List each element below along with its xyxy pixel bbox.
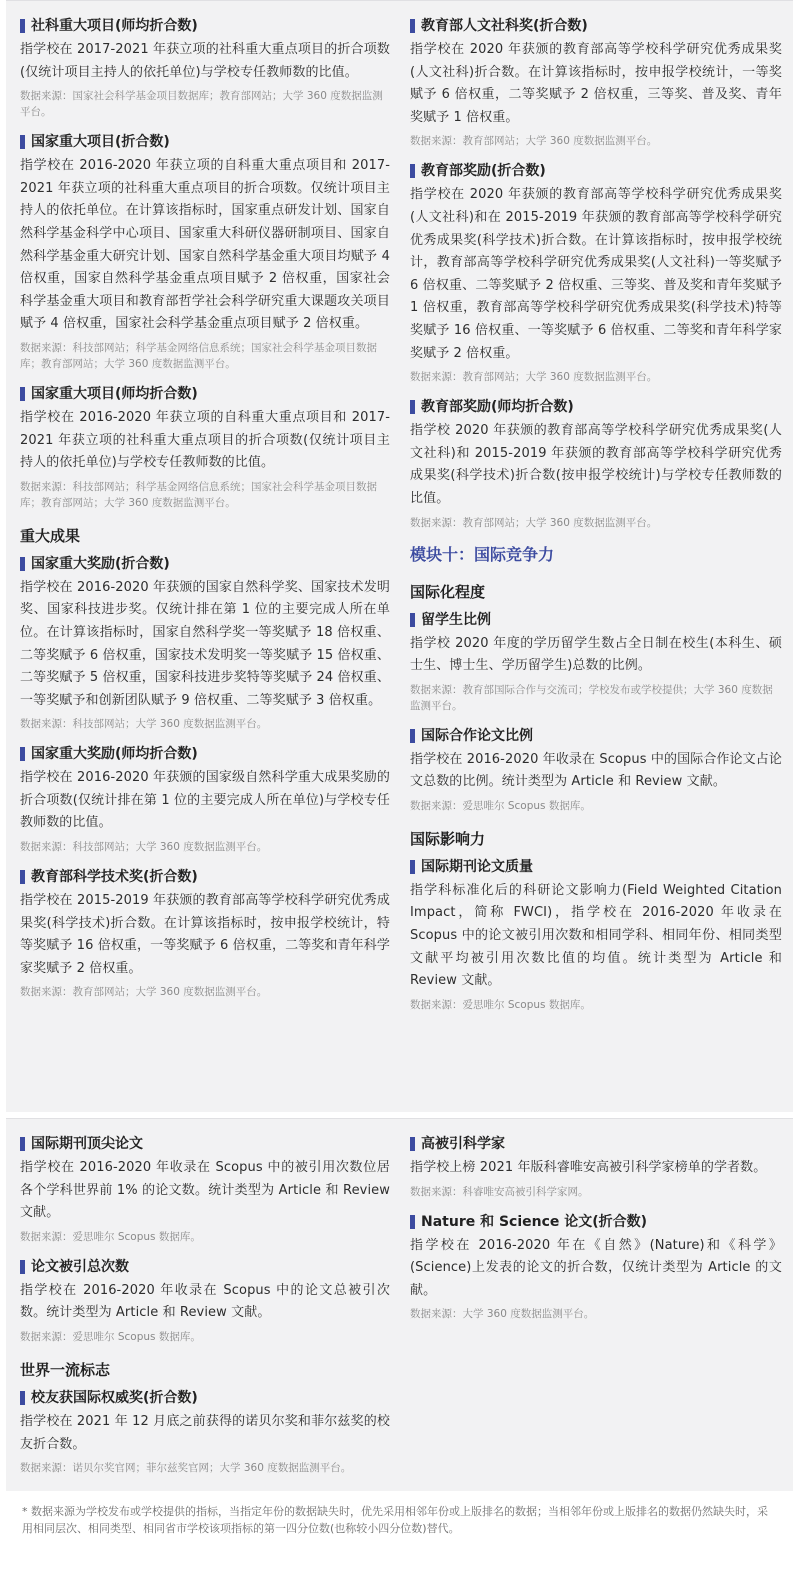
indicator-item — [410, 1211, 782, 1323]
indicator-item — [20, 131, 390, 372]
data-source: 数据来源：大学 360 度数据监测平台。 — [410, 1308, 595, 1321]
bookmark-bar-icon — [20, 1391, 25, 1405]
section-subheading: 国际影响力 — [410, 829, 486, 848]
indicator-title — [410, 725, 782, 747]
indicator-title-text: 教育部人文社科奖(折合数) — [421, 18, 588, 34]
right-column — [410, 1133, 782, 1333]
bookmark-bar-icon — [20, 1137, 25, 1151]
section-subheading: 重大成果 — [20, 526, 81, 545]
data-source: 数据来源：爱思唯尔 Scopus 数据库。 — [410, 799, 591, 812]
indicator-title — [410, 1211, 782, 1233]
indicator-description: 指学校上榜 2021 年版科睿唯安高被引科学家榜单的学者数。 — [410, 1160, 767, 1175]
data-source: 数据来源：爱思唯尔 Scopus 数据库。 — [20, 1230, 201, 1243]
data-source: 数据来源：教育部网站；大学 360 度数据监测平台。 — [410, 516, 658, 529]
indicator-item — [20, 553, 390, 733]
indicator-description: 指学校在 2020 年获颁的教育部高等学校科学研究优秀成果奖(人文社科)折合数。在计算该指标时，按申报学校统计，一等奖赋予 6 倍权重，二等奖赋予 2 倍权重，三等奖、普及奖、青年奖赋予 1 倍权重。 — [410, 42, 782, 125]
indicator-description: 指学校在 2017-2021 年获立项的社科重大重点项目的折合项数(仅统计项目主持人的依托单位)与学校专任教师数的比值。 — [20, 42, 390, 80]
indicator-description: 指学校在 2016-2020 年获立项的自科重大重点项目和 2017-2021 年获立项的社科重大重点项目的折合项数。仅统计项目主持人的依托单位。在计算该指标时，国家重点研发计划、国家自然科学基金科学中心项目、国家重大科研仪器研制项目、国家自然科学基金重大研究计划、国家自然科学基金重大项目均赋予 4 倍权重，国家自然科学基金重点项目赋予 2 倍权重，国家社会科学基金重大项目和教育部哲学社会科学研究重大课题攻关项目赋予 4 倍权重，国家社会科学基金重点项目赋予 2 倍权重。 — [20, 158, 390, 332]
indicator-title — [20, 1387, 390, 1409]
indicator-title-text: 国家重大项目(折合数) — [31, 134, 170, 151]
data-source: 数据来源：科睿唯安高被引科学家网。 — [410, 1185, 589, 1198]
indicator-title-text: 社科重大项目(师均折合数) — [31, 18, 198, 34]
indicator-title — [20, 1133, 390, 1155]
data-source: 数据来源：教育部网站；大学 360 度数据监测平台。 — [410, 371, 658, 384]
indicator-description: 指学校在 2016-2020 年在《自然》(Nature)和《科学》(Science)上发表的论文的折合数，仅统计类型为 Article 的文献。 — [410, 1237, 782, 1298]
bookmark-bar-icon — [410, 1215, 415, 1229]
indicator-title-text: Nature 和 Science 论文(折合数) — [421, 1213, 648, 1230]
indicator-description: 指学校在 2020 年获颁的教育部高等学校科学研究优秀成果奖(人文社科)和在 2015-2019 年获颁的教育部高等学校科学研究优秀成果奖(科学技术)折合数。在计算该指标时，按申报学校统计，教育部高等学校科学研究优秀成果奖(人文社科)一等奖赋予 6 倍权重、二等奖赋予 2 倍权重、三等奖、普及奖和青年奖赋予 1 倍权重，教育部高等学校科学研究优秀成果奖(科学技术)特等奖赋予 16 倍权重、一等奖赋予 6 倍权重、二等奖和青年科学家奖赋予 2 倍权重。 — [410, 187, 782, 361]
indicator-title — [20, 383, 390, 405]
bookmark-bar-icon — [410, 613, 415, 627]
indicator-description: 指学校 2020 年度的学历留学生数占全日制在校生(本科生、硕士生、博士生、学历留学生)总数的比例。 — [410, 635, 782, 674]
indicator-title-text: 教育部奖励(师均折合数) — [421, 399, 574, 416]
indicator-description: 指学校在 2016-2020 年获颁的国家级自然科学重大成果奖励的折合项数(仅统计排在第 1 位的主要完成人所在单位)与学校专任教师数的比值。 — [20, 770, 390, 831]
indicator-item — [410, 856, 782, 1013]
indicator-item — [20, 383, 390, 511]
indicator-title — [20, 15, 390, 37]
data-source: 数据来源：教育部国际合作与交流司；学校发布或学校提供；大学 360 度数据监测平台。 — [410, 683, 773, 712]
indicator-item — [20, 866, 390, 1000]
indicator-description: 指学校在 2016-2020 年收录在 Scopus 中的国际合作论文占论文总数的比例。统计类型为 Article 和 Review 文献。 — [410, 751, 782, 790]
indicator-description: 指学校在 2015-2019 年获颁的教育部高等学校科学研究优秀成果奖(科学技术)折合数。在计算该指标时，按申报学校统计，特等奖赋予 16 倍权重，一等奖赋予 6 倍权重，二等奖和青年科学家奖赋予 2 倍权重。 — [20, 893, 390, 976]
indicator-panel-main — [6, 0, 793, 1112]
indicator-description: 指学校在 2021 年 12 月底之前获得的诺贝尔奖和菲尔兹奖的校友折合数。 — [20, 1413, 390, 1452]
data-source: 数据来源：国家社会科学基金项目数据库；教育部网站；大学 360 度数据监测平台。 — [20, 90, 383, 119]
indicator-description: 指学校在 2016-2020 年获立项的自科重大重点项目和 2017-2021 年获立项的社科重大重点项目的折合项数(仅统计项目主持人的依托单位)与学校专任教师数的比值。 — [20, 409, 390, 471]
indicator-title — [20, 1256, 390, 1278]
indicator-title-text: 国际期刊顶尖论文 — [31, 1136, 143, 1152]
section-subheading: 国际化程度 — [410, 582, 486, 601]
indicator-title-text: 国际合作论文比例 — [421, 727, 533, 744]
indicator-title — [20, 131, 390, 153]
indicator-title-text: 高被引科学家 — [421, 1136, 505, 1152]
indicator-item — [20, 743, 390, 855]
indicator-description: 指学校 2020 年获颁的教育部高等学校科学研究优秀成果奖(人文社科)和 2015-2019 年获颁的教育部高等学校科学研究优秀成果奖(科学技术)折合数(按申报学校统计)与学校专任教师数的比值。 — [410, 423, 782, 506]
bookmark-bar-icon — [20, 19, 25, 33]
indicator-title-text: 教育部奖励(折合数) — [421, 163, 546, 180]
data-source: 数据来源：科技部网站；科学基金网络信息系统；国家社会科学基金项目数据库；教育部网站；大学 360 度数据监测平台。 — [20, 480, 377, 509]
indicator-title-text: 国际期刊论文质量 — [421, 858, 533, 875]
bookmark-bar-icon — [410, 400, 415, 414]
indicator-item — [20, 1133, 390, 1245]
bookmark-bar-icon — [20, 387, 25, 401]
indicator-description: 指学校在 2016-2020 年收录在 Scopus 中的论文总被引次数。统计类型为 Article 和 Review 文献。 — [20, 1282, 390, 1321]
indicator-title-text: 国家重大项目(师均折合数) — [31, 385, 198, 402]
indicator-panel-secondary — [6, 1118, 793, 1491]
indicator-item — [20, 15, 390, 120]
indicator-item — [410, 160, 782, 385]
bookmark-bar-icon — [410, 729, 415, 743]
indicator-description: 指学校在 2016-2020 年收录在 Scopus 中的被引用次数位居各个学科世界前 1% 的论文数。统计类型为 Article 和 Review 文献。 — [20, 1160, 390, 1221]
left-column — [20, 15, 390, 1011]
bookmark-bar-icon — [410, 1137, 415, 1151]
indicator-item — [410, 15, 782, 149]
indicator-title — [410, 1133, 782, 1155]
indicator-title-text: 校友获国际权威奖(折合数) — [31, 1389, 198, 1406]
indicator-title-text: 留学生比例 — [421, 611, 491, 628]
indicator-item — [20, 1387, 390, 1476]
bookmark-bar-icon — [410, 19, 415, 33]
indicator-title-text: 教育部科学技术奖(折合数) — [31, 869, 198, 886]
data-source: 数据来源：爱思唯尔 Scopus 数据库。 — [410, 998, 591, 1011]
section-subheading: 世界一流标志 — [20, 1360, 111, 1379]
indicator-title — [410, 160, 782, 182]
indicator-title — [20, 866, 390, 888]
indicator-title — [410, 856, 782, 878]
indicator-item — [410, 725, 782, 814]
bookmark-bar-icon — [20, 747, 25, 761]
data-source: 数据来源：爱思唯尔 Scopus 数据库。 — [20, 1330, 201, 1343]
indicator-title — [20, 553, 390, 575]
indicator-item — [410, 1133, 782, 1200]
left-column — [20, 1133, 390, 1487]
bookmark-bar-icon — [410, 860, 415, 874]
bookmark-bar-icon — [20, 870, 25, 884]
indicator-title — [20, 743, 390, 765]
bookmark-bar-icon — [20, 135, 25, 149]
indicator-description: 指学科标准化后的科研论文影响力(Field Weighted Citation Impact，简称 FWCI)，指学校在 2016-2020 年收录在 Scopus 中的论文被引用次数和相同学科、相同年份、相同类型文献平均被引用次数比值的均值。统计类型为 Article 和 Review 文献。 — [410, 882, 782, 989]
indicator-description: 指学校在 2016-2020 年获颁的国家自然科学奖、国家技术发明奖、国家科技进步奖。仅统计排在第 1 位的主要完成人所在单位。在计算该指标时，国家自然科学奖一等奖赋予 18 倍权重、二等奖赋予 6 倍权重，国家技术发明奖一等奖赋予 15 倍权重、二等奖赋予 5 倍权重，国家科技进步奖特等奖赋予 24 倍权重、一等奖赋予和创新团队赋予 9 倍权重、二等奖赋予 3 倍权重。 — [20, 579, 390, 708]
indicator-item — [410, 609, 782, 714]
indicator-title-text: 国家重大奖励(师均折合数) — [31, 746, 198, 763]
indicator-title-text: 国家重大奖励(折合数) — [31, 555, 170, 572]
data-source: 数据来源：诺贝尔奖官网；菲尔兹奖官网；大学 360 度数据监测平台。 — [20, 1462, 352, 1475]
bookmark-bar-icon — [410, 164, 415, 178]
indicator-title — [410, 396, 782, 418]
indicator-title-text: 论文被引总次数 — [31, 1258, 129, 1275]
indicator-item — [410, 396, 782, 530]
data-source: 数据来源：科技部网站；科学基金网络信息系统；国家社会科学基金项目数据库；教育部网站；大学 360 度数据监测平台。 — [20, 341, 377, 370]
right-column — [410, 15, 782, 1024]
indicator-title — [410, 15, 782, 37]
data-source: 数据来源：教育部网站；大学 360 度数据监测平台。 — [20, 986, 268, 999]
module-heading: 模块十：国际竞争力 — [410, 544, 555, 564]
indicator-title — [410, 609, 782, 631]
footnote: * 数据来源为学校发布或学校提供的指标，当指定年份的数据缺失时，优先采用相邻年份或上版排名的数据；当相邻年份或上版排名的数据仍然缺失时，采用相同层次、相同类型、相同省市学校该项指标的第一四分位数(也称较小四分位数)替代。 — [22, 1505, 768, 1535]
indicator-item — [20, 1256, 390, 1345]
bookmark-bar-icon — [20, 557, 25, 571]
bookmark-bar-icon — [20, 1260, 25, 1274]
data-source: 数据来源：科技部网站；大学 360 度数据监测平台。 — [20, 841, 268, 854]
data-source: 数据来源：教育部网站；大学 360 度数据监测平台。 — [410, 135, 658, 148]
data-source: 数据来源：科技部网站；大学 360 度数据监测平台。 — [20, 718, 268, 731]
